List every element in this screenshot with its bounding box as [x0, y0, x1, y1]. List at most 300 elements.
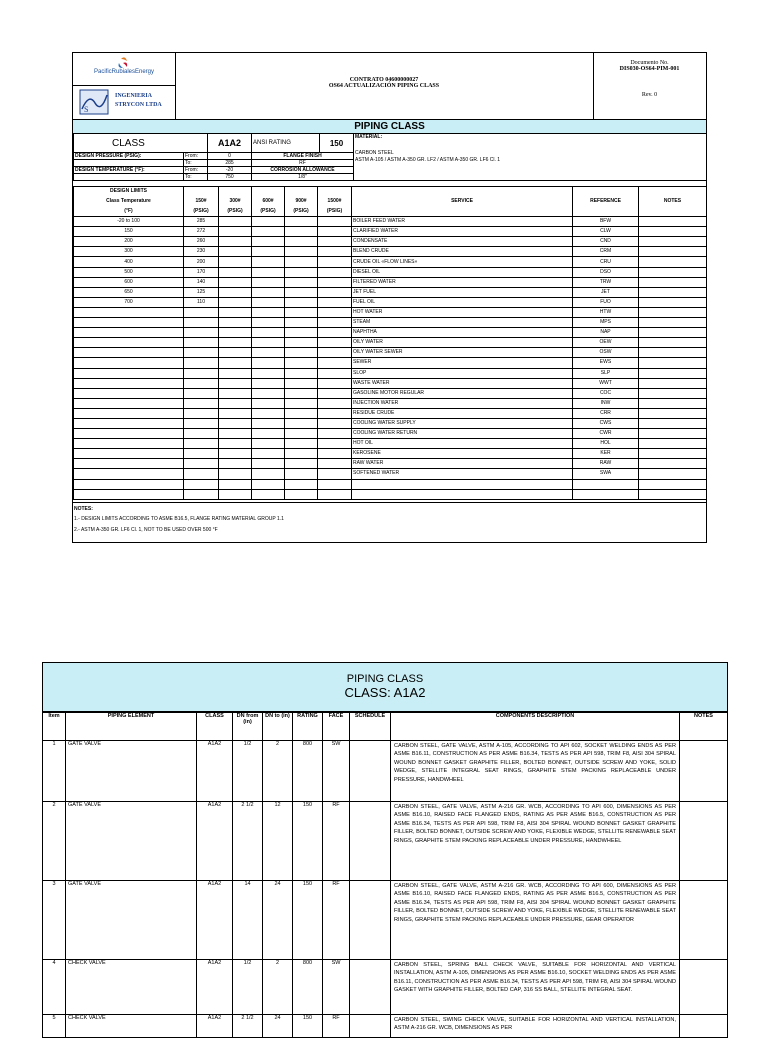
components-title: PIPING CLASS [346, 673, 424, 685]
limit-150-pressure [184, 469, 219, 479]
ansi-rating-value: 150 [320, 134, 354, 153]
piping-element: CHECK VALVE [66, 1015, 197, 1038]
design-pressure-label: DESIGN PRESSURE (PSIG): [74, 153, 184, 160]
limit-900-pressure [285, 318, 318, 328]
limit-temperature [74, 418, 184, 428]
corrosion-allowance-label: CORROSION ALLOWANCE [252, 167, 354, 174]
limit-temperature: 300 [74, 247, 184, 257]
element-rating: 150 [293, 881, 323, 960]
limit-150-pressure [184, 398, 219, 408]
service-row [74, 287, 707, 297]
service-row [74, 297, 707, 307]
limit-150-pressure [184, 328, 219, 338]
limit-600-pressure [252, 227, 285, 237]
service-name: STEAM [352, 318, 573, 328]
limit-150-pressure: 260 [184, 237, 219, 247]
face-header: FACE [323, 713, 350, 741]
service-reference: JET [573, 287, 639, 297]
limit-150-pressure: 272 [184, 227, 219, 237]
service-name: BOILER FEED WATER [352, 217, 573, 227]
service-notes [639, 328, 707, 338]
limit-1500-pressure [318, 247, 352, 257]
limit-600-pressure [252, 318, 285, 328]
design-limits-table [73, 186, 707, 500]
limit-temperature [74, 469, 184, 479]
limit-150-pressure: 200 [184, 257, 219, 267]
service-row [74, 318, 707, 328]
limit-300-pressure [219, 277, 252, 287]
limit-600-pressure [252, 449, 285, 459]
limit-900-pressure [285, 348, 318, 358]
limit-temperature [74, 459, 184, 469]
service-notes [639, 439, 707, 449]
service-row [74, 398, 707, 408]
element-notes [680, 1015, 728, 1038]
limit-300-pressure [219, 429, 252, 439]
limit-temperature [74, 479, 184, 489]
limit-600-pressure [252, 439, 285, 449]
component-description: CARBON STEEL, SWING CHECK VALVE, SUITABLE FOR HORIZONTAL AND VERTICAL INSTALLATION, ASTM A-216 GR. WCB, DIMENSIONS AS PER [391, 1015, 680, 1038]
notes-header: NOTES [680, 713, 728, 741]
limit-150-pressure [184, 358, 219, 368]
service-name: RAW WATER [352, 459, 573, 469]
element-class: A1A2 [197, 1015, 233, 1038]
class-info-table [73, 133, 707, 181]
element-face: RF [323, 1015, 350, 1038]
service-row [74, 257, 707, 267]
limit-900-pressure [285, 338, 318, 348]
service-name: SLOP [352, 368, 573, 378]
flange-finish-label: FLANGE FINISH [252, 153, 354, 160]
limit-300-pressure [219, 398, 252, 408]
service-notes [639, 469, 707, 479]
psig-label: (PSIG) [219, 206, 252, 217]
design-temperature-label: DESIGN TEMPERATURE (°F): [74, 167, 184, 174]
service-header: SERVICE [352, 187, 573, 217]
limit-1500-pressure [318, 297, 352, 307]
revision: Rev. 0 [641, 92, 658, 98]
design-limits-header: DESIGN LIMITS [74, 187, 184, 197]
contractor-name-line1: INGENIERIA [115, 93, 153, 99]
service-row [74, 217, 707, 227]
limit-150-pressure [184, 479, 219, 489]
limit-300-pressure [219, 418, 252, 428]
rating-150-header: 150# [184, 196, 219, 206]
limit-600-pressure [252, 217, 285, 227]
limit-temperature [74, 358, 184, 368]
limit-600-pressure [252, 429, 285, 439]
piping-class-components-sheet [42, 662, 728, 1032]
limit-1500-pressure [318, 459, 352, 469]
service-row [74, 418, 707, 428]
contractor-logo [73, 85, 176, 119]
service-row [74, 469, 707, 479]
limit-300-pressure [219, 469, 252, 479]
temp-to-label: To: [184, 174, 208, 181]
limit-1500-pressure [318, 277, 352, 287]
rating-600-header: 600# [252, 196, 285, 206]
service-notes [639, 267, 707, 277]
service-row [74, 227, 707, 237]
service-name: NAPHTHA [352, 328, 573, 338]
limit-600-pressure [252, 267, 285, 277]
contractor-name-line2: STRYCON LTDA [115, 102, 162, 108]
limit-temperature [74, 408, 184, 418]
limit-temperature [74, 348, 184, 358]
service-name: RESIDUE CRUDE [352, 408, 573, 418]
service-notes [639, 237, 707, 247]
element-class: A1A2 [197, 802, 233, 881]
limit-temperature [74, 439, 184, 449]
strycon-logo-icon [79, 89, 109, 115]
item-number: 1 [43, 741, 66, 802]
page-title: PIPING CLASS [73, 119, 706, 134]
limit-150-pressure [184, 368, 219, 378]
limit-600-pressure [252, 489, 285, 499]
service-name: COOLING WATER RETURN [352, 429, 573, 439]
limit-300-pressure [219, 307, 252, 317]
element-schedule [350, 741, 391, 802]
components-subtitle: CLASS: A1A2 [344, 685, 426, 700]
limit-temperature [74, 318, 184, 328]
service-row [74, 368, 707, 378]
limit-1500-pressure [318, 398, 352, 408]
document-reference [593, 53, 706, 119]
limit-900-pressure [285, 328, 318, 338]
service-name [352, 479, 573, 489]
reference-header: REFERENCE [573, 187, 639, 217]
service-name: KEROSENE [352, 449, 573, 459]
limit-150-pressure [184, 489, 219, 499]
ansi-rating-label: ANSI RATING [252, 134, 320, 153]
piping-class-sheet [72, 52, 707, 543]
limit-900-pressure [285, 307, 318, 317]
components-title-block [43, 663, 727, 712]
component-row [43, 741, 728, 802]
document-no: DIS030-OS64-PIM-001 [619, 66, 680, 72]
limit-300-pressure [219, 348, 252, 358]
limit-temperature [74, 328, 184, 338]
item-number: 4 [43, 960, 66, 1015]
limit-900-pressure [285, 479, 318, 489]
limit-temperature [74, 429, 184, 439]
limit-1500-pressure [318, 429, 352, 439]
psig-label: (PSIG) [184, 206, 219, 217]
note-1: 1.- DESIGN LIMITS ACCORDING TO ASME B16.5, FLANGE RATING MATERIAL GROUP 1.1 [74, 516, 284, 522]
rating-300-header: 300# [219, 196, 252, 206]
service-notes [639, 489, 707, 499]
service-notes [639, 368, 707, 378]
service-reference: BFW [573, 217, 639, 227]
limit-150-pressure [184, 338, 219, 348]
component-row [43, 881, 728, 960]
limit-300-pressure [219, 378, 252, 388]
limit-1500-pressure [318, 368, 352, 378]
limit-900-pressure [285, 398, 318, 408]
service-notes [639, 388, 707, 398]
limit-1500-pressure [318, 237, 352, 247]
company-logo [73, 53, 176, 86]
contract-number: CONTRATO 04600000027 [349, 77, 419, 83]
limit-600-pressure [252, 479, 285, 489]
service-row [74, 388, 707, 398]
service-reference: EWS [573, 358, 639, 368]
limit-300-pressure [219, 489, 252, 499]
limit-900-pressure [285, 469, 318, 479]
temperature-unit: (°F) [74, 206, 184, 217]
service-notes [639, 429, 707, 439]
limit-1500-pressure [318, 358, 352, 368]
limit-temperature [74, 307, 184, 317]
element-class: A1A2 [197, 741, 233, 802]
limit-300-pressure [219, 287, 252, 297]
service-row [74, 267, 707, 277]
limit-1500-pressure [318, 469, 352, 479]
limit-600-pressure [252, 328, 285, 338]
service-name: CRUDE OIL «FLOW LINES» [352, 257, 573, 267]
temp-from-value: -20 [208, 167, 252, 174]
limit-600-pressure [252, 418, 285, 428]
dn-to: 24 [263, 881, 293, 960]
service-row [74, 348, 707, 358]
service-notes [639, 358, 707, 368]
element-schedule [350, 802, 391, 881]
limit-600-pressure [252, 469, 285, 479]
service-reference: CND [573, 237, 639, 247]
limit-150-pressure: 230 [184, 247, 219, 257]
limit-300-pressure [219, 297, 252, 307]
limit-900-pressure [285, 277, 318, 287]
element-face: RF [323, 802, 350, 881]
service-name: CLARIFIED WATER [352, 227, 573, 237]
limit-1500-pressure [318, 449, 352, 459]
dn-from: 14 [233, 881, 263, 960]
element-rating: 150 [293, 802, 323, 881]
dn-from: 2 1/2 [233, 1015, 263, 1038]
service-notes [639, 338, 707, 348]
service-reference: OEW [573, 338, 639, 348]
service-name: JET FUEL [352, 287, 573, 297]
limit-temperature: 500 [74, 267, 184, 277]
limit-900-pressure [285, 237, 318, 247]
element-notes [680, 741, 728, 802]
service-name: BLEND CRUDE [352, 247, 573, 257]
service-reference: FUO [573, 297, 639, 307]
document-no-label: Documento No. [630, 60, 669, 66]
dn-to: 12 [263, 802, 293, 881]
service-name: SEWER [352, 358, 573, 368]
limit-temperature: -20 to 100 [74, 217, 184, 227]
element-notes [680, 960, 728, 1015]
service-reference: CRR [573, 408, 639, 418]
service-row [74, 307, 707, 317]
limit-150-pressure [184, 429, 219, 439]
item-number: 5 [43, 1015, 66, 1038]
service-name: GASOLINE MOTOR REGULAR [352, 388, 573, 398]
limit-900-pressure [285, 378, 318, 388]
limit-1500-pressure [318, 318, 352, 328]
limit-temperature [74, 338, 184, 348]
limit-600-pressure [252, 277, 285, 287]
service-reference: TRW [573, 277, 639, 287]
piping-element: GATE VALVE [66, 741, 197, 802]
psig-label: (PSIG) [285, 206, 318, 217]
component-row [43, 960, 728, 1015]
notes-label: NOTES: [74, 506, 93, 512]
limit-300-pressure [219, 217, 252, 227]
material-cell [354, 134, 707, 181]
limit-300-pressure [219, 358, 252, 368]
service-reference: HTW [573, 307, 639, 317]
element-rating: 150 [293, 1015, 323, 1038]
limit-temperature: 150 [74, 227, 184, 237]
service-reference: CLW [573, 227, 639, 237]
service-row [74, 489, 707, 499]
notes-header: NOTES [639, 187, 707, 217]
service-row [74, 378, 707, 388]
service-reference: CRM [573, 247, 639, 257]
note-2: 2.- ASTM A-350 GR. LF6 Cl. 1, NOT TO BE USED OVER 500 °F [74, 527, 218, 533]
service-reference: CWS [573, 418, 639, 428]
element-notes [680, 881, 728, 960]
service-row [74, 408, 707, 418]
rating-1500-header: 1500# [318, 196, 352, 206]
service-reference: INW [573, 398, 639, 408]
limit-300-pressure [219, 479, 252, 489]
service-reference: SWA [573, 469, 639, 479]
limit-300-pressure [219, 328, 252, 338]
class-temperature-header: Class Temperature [74, 196, 184, 206]
service-reference: CRU [573, 257, 639, 267]
limit-150-pressure [184, 439, 219, 449]
piping-element: GATE VALVE [66, 881, 197, 960]
limit-600-pressure [252, 358, 285, 368]
service-row [74, 429, 707, 439]
class-label: CLASS [74, 134, 208, 153]
limit-600-pressure [252, 459, 285, 469]
service-row [74, 247, 707, 257]
service-notes [639, 307, 707, 317]
class-header: CLASS [197, 713, 233, 741]
limit-150-pressure: 285 [184, 217, 219, 227]
limit-1500-pressure [318, 489, 352, 499]
psig-label: (PSIG) [252, 206, 285, 217]
limit-temperature [74, 489, 184, 499]
components-table [42, 712, 728, 1038]
limit-temperature: 400 [74, 257, 184, 267]
limit-temperature [74, 449, 184, 459]
piping-element-header: PIPING ELEMENT [66, 713, 197, 741]
limit-900-pressure [285, 388, 318, 398]
limit-temperature [74, 398, 184, 408]
limit-600-pressure [252, 307, 285, 317]
service-notes [639, 408, 707, 418]
service-notes [639, 277, 707, 287]
service-notes [639, 318, 707, 328]
limit-150-pressure [184, 348, 219, 358]
service-notes [639, 449, 707, 459]
service-notes [639, 257, 707, 267]
service-notes [639, 378, 707, 388]
service-row [74, 338, 707, 348]
limit-600-pressure [252, 378, 285, 388]
limit-temperature [74, 368, 184, 378]
limit-600-pressure [252, 338, 285, 348]
limit-900-pressure [285, 257, 318, 267]
service-name: INJECTION WATER [352, 398, 573, 408]
service-row [74, 237, 707, 247]
piping-element: CHECK VALVE [66, 960, 197, 1015]
component-description: CARBON STEEL, GATE VALVE, ASTM A-105, ACCORDING TO API 602, SOCKET WELDING ENDS AS PER ASME B16.11, CONSTRUCTION AS PER ASME B16.34, TESTS AS PER API 598, TRIM F8, AISI 304 SPIRAL WOUND BONNET GASKET GRAPHITE FILLER, BOLTED BONNET, OUTSIDE SCREW AND YOKE, SOLID WEDGE, STELLITE INTEGRAL SEAT RINGS, GRAPHITE STEM PACKING REPLACEABLE UNDER PRESSURE, HANDWHEEL [391, 741, 680, 802]
limit-1500-pressure [318, 378, 352, 388]
limit-900-pressure [285, 439, 318, 449]
notes-section [73, 502, 706, 533]
limit-150-pressure: 140 [184, 277, 219, 287]
dn-to-header: DN to (in) [263, 713, 293, 741]
service-notes [639, 247, 707, 257]
element-notes [680, 802, 728, 881]
dn-to: 2 [263, 960, 293, 1015]
service-reference: COC [573, 388, 639, 398]
item-header: Item [43, 713, 66, 741]
service-notes [639, 479, 707, 489]
pressure-to-label: To: [184, 160, 208, 167]
limit-150-pressure [184, 378, 219, 388]
limit-900-pressure [285, 429, 318, 439]
corrosion-allowance-value: 1/8" [252, 174, 354, 181]
service-name: WASTE WATER [352, 378, 573, 388]
element-rating: 800 [293, 741, 323, 802]
service-name: OILY WATER SEWER [352, 348, 573, 358]
service-name: HOT OIL [352, 439, 573, 449]
limit-900-pressure [285, 267, 318, 277]
service-reference [573, 479, 639, 489]
limit-1500-pressure [318, 217, 352, 227]
element-class: A1A2 [197, 881, 233, 960]
limit-temperature: 200 [74, 237, 184, 247]
schedule-header: SCHEDULE [350, 713, 391, 741]
service-name [352, 489, 573, 499]
limit-600-pressure [252, 388, 285, 398]
limit-1500-pressure [318, 267, 352, 277]
service-reference: SLP [573, 368, 639, 378]
limit-900-pressure [285, 459, 318, 469]
limit-300-pressure [219, 408, 252, 418]
limit-600-pressure [252, 348, 285, 358]
limit-600-pressure [252, 257, 285, 267]
limit-temperature [74, 388, 184, 398]
service-row [74, 439, 707, 449]
service-notes [639, 348, 707, 358]
limit-150-pressure: 125 [184, 287, 219, 297]
service-notes [639, 459, 707, 469]
flange-finish-value: RF [252, 160, 354, 167]
svg-text:S: S [84, 105, 89, 114]
rating-900-header: 900# [285, 196, 318, 206]
limit-300-pressure [219, 449, 252, 459]
limit-150-pressure [184, 318, 219, 328]
limit-1500-pressure [318, 287, 352, 297]
service-notes [639, 217, 707, 227]
element-schedule [350, 960, 391, 1015]
dn-to: 2 [263, 741, 293, 802]
item-number: 2 [43, 802, 66, 881]
limit-900-pressure [285, 418, 318, 428]
service-reference: RAW [573, 459, 639, 469]
service-name: FILTERED WATER [352, 277, 573, 287]
element-schedule [350, 881, 391, 960]
component-row [43, 1015, 728, 1038]
